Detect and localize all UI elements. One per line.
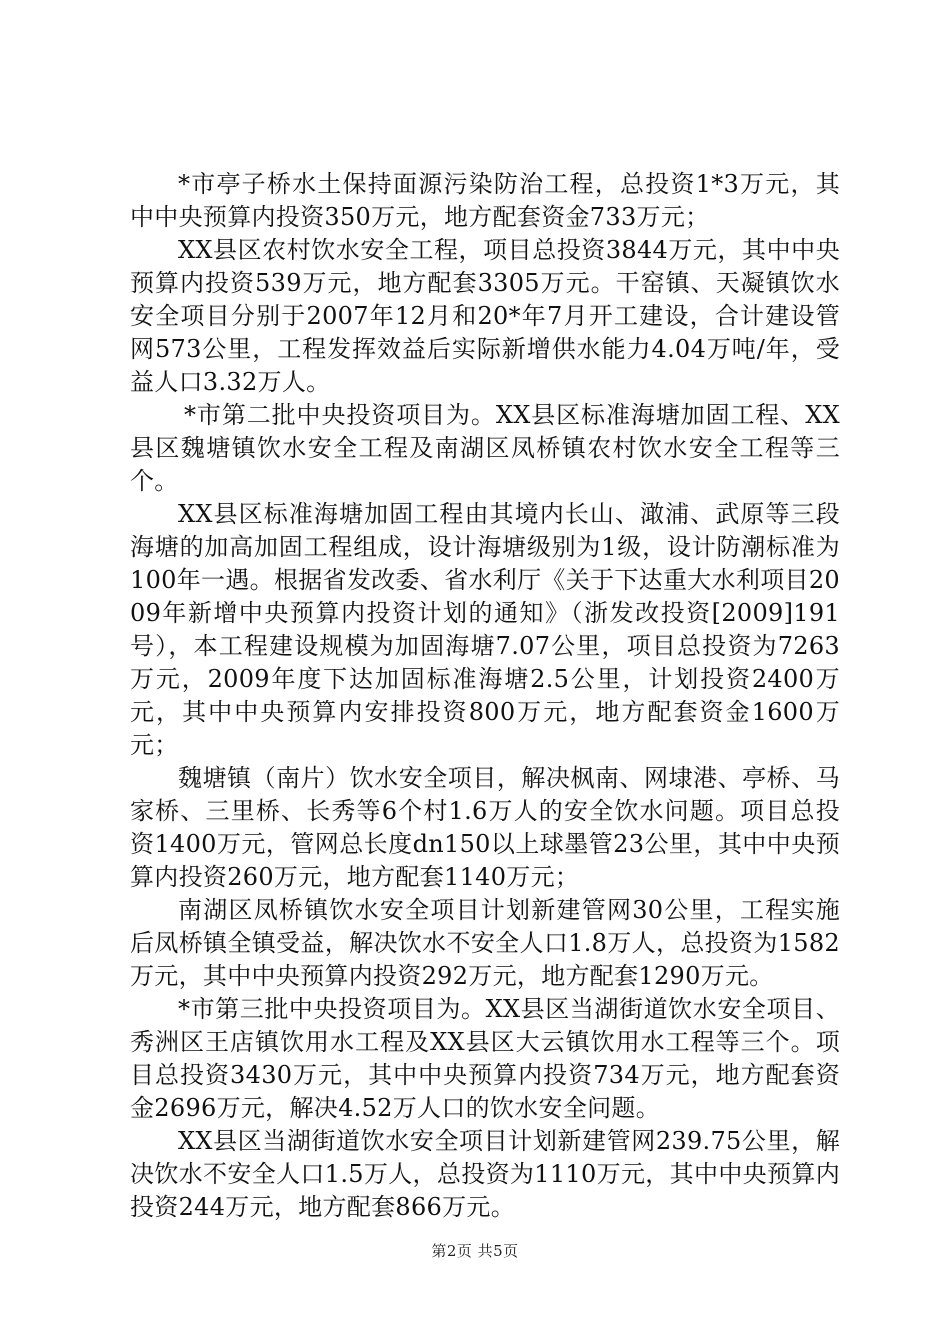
paragraph: XX县区农村饮水安全工程，项目总投资3844万元，其中中央预算内投资539万元，地方配套3305万元。干窑镇、天凝镇饮水安全项目分别于2007年12月和20*年7月开工建设，合计建设管网573公里，工程发挥效益后实际新增供水能力4.04万吨/年，受益人口3.32万人。 [130,236,840,396]
paragraph: *市第二批中央投资项目为。XX县区标准海塘加固工程、XX县区魏塘镇饮水安全工程及南湖区凤桥镇农村饮水安全工程等三个。 [130,401,840,495]
document-body [130,168,840,1224]
paragraph: XX县区标准海塘加固工程由其境内长山、澉浦、武原等三段海塘的加高加固工程组成，设计海塘级别为1级，设计防潮标准为100年一遇。根据省发改委、省水利厅《关于下达重大水利项目2009年新增中央预算内投资计划的通知》（浙发改投资[2009]191号），本工程建设规模为加固海塘7.07公里，项目总投资为7263万元，2009年度下达加固标准海塘2.5公里，计划投资2400万元，其中中央预算内安排投资800万元，地方配套资金1600万元； [130,500,840,759]
paragraph: XX县区当湖街道饮水安全项目计划新建管网239.75公里，解决饮水不安全人口1.5万人，总投资为1110万元，其中中央预算内投资244万元，地方配套866万元。 [130,1127,840,1221]
paragraph: 南湖区凤桥镇饮水安全项目计划新建管网30公里，工程实施后凤桥镇全镇受益，解决饮水不安全人口1.8万人，总投资为1582万元，其中中央预算内投资292万元，地方配套1290万元。 [130,896,840,990]
paragraph: 魏塘镇（南片）饮水安全项目，解决枫南、网埭港、亭桥、马家桥、三里桥、长秀等6个村1.6万人的安全饮水问题。项目总投资1400万元，管网总长度dn150以上球墨管23公里，其中中央预算内投资260万元，地方配套1140万元； [130,764,840,891]
paragraph: *市亭子桥水土保持面源污染防治工程，总投资1*3万元，其中中央预算内投资350万元，地方配套资金733万元； [130,170,840,231]
paragraph: *市第三批中央投资项目为。XX县区当湖街道饮水安全项目、秀洲区王店镇饮用水工程及XX县区大云镇饮用水工程等三个。项目总投资3430万元，其中中央预算内投资734万元，地方配套资金2696万元，解决4.52万人口的饮水安全问题。 [130,995,840,1122]
page-number-footer: 第2页 共5页 [431,1242,519,1260]
